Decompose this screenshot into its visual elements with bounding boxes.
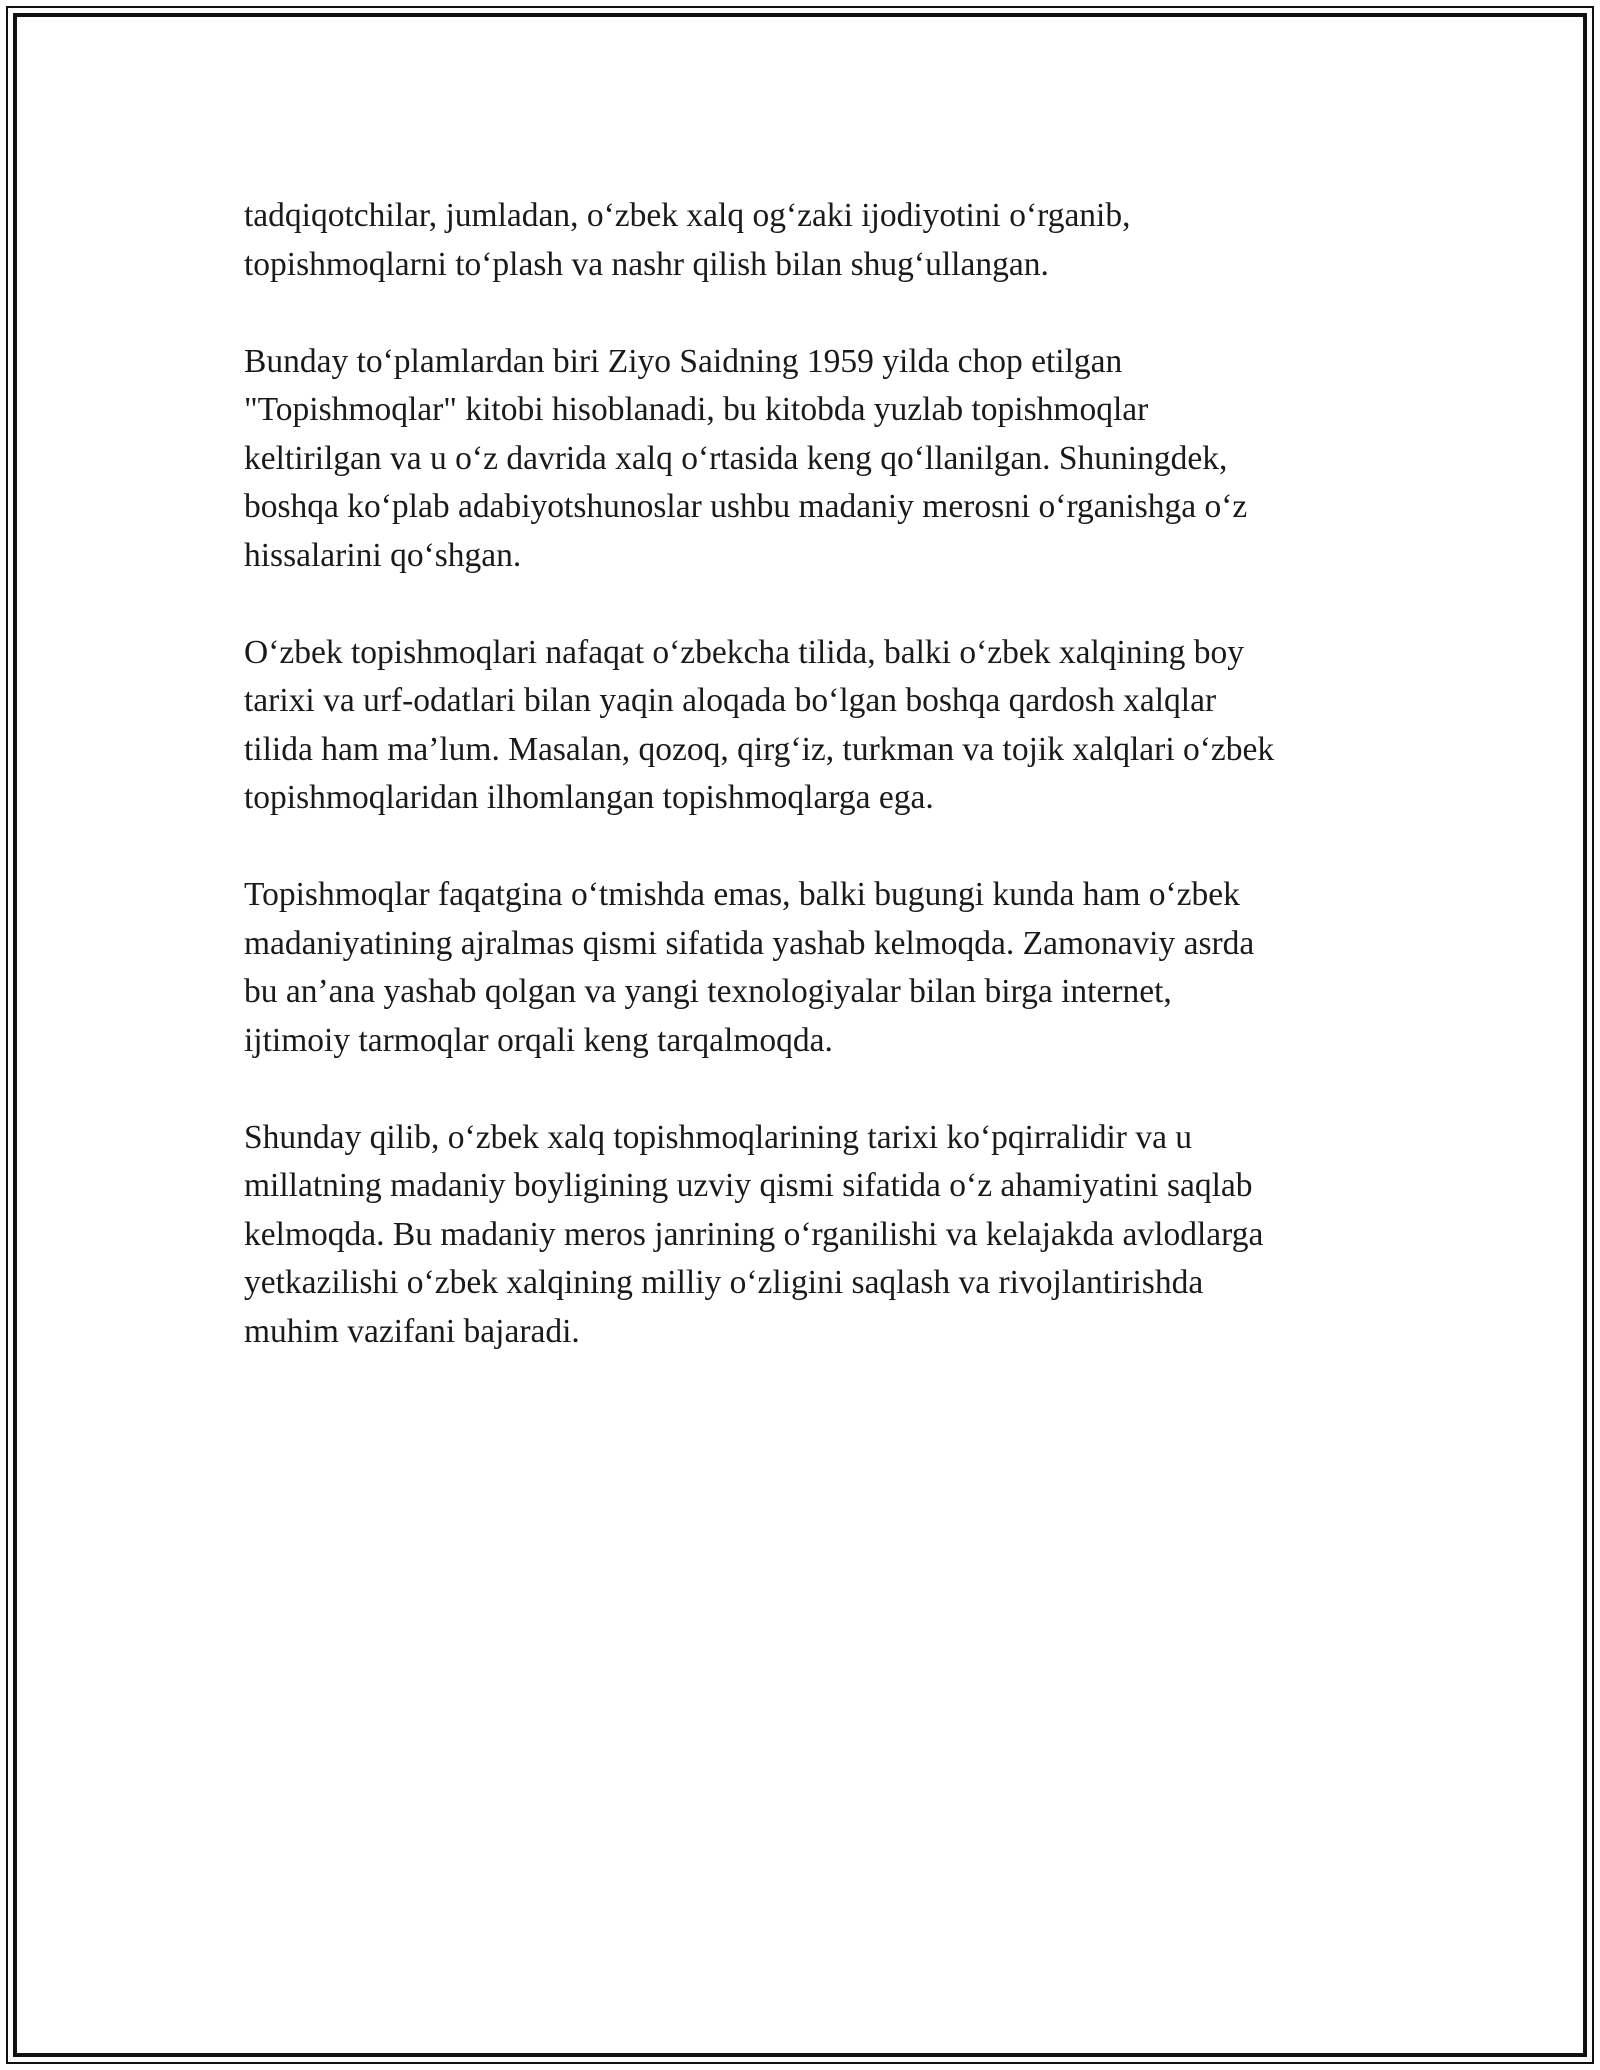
text-line: bu an’ana yashab qolgan va yangi texnologiyalar bilan birga internet, (244, 973, 1172, 1010)
text-line: madaniyatining ajralmas qismi sifatida yashab kelmoqda. Zamonaviy asrda (244, 924, 1255, 962)
text-line: keltirilgan va u o‘z davrida xalq o‘rtasida keng qo‘llanilgan. Shuningdek, (244, 439, 1228, 477)
paragraph-2 (244, 338, 1394, 581)
text-line: topishmoqlaridan ilhomlangan topishmoqlarga ega. (244, 779, 934, 816)
text-line: O‘zbek topishmoqlari nafaqat o‘zbekcha tilida, balki o‘zbek xalqining boy (244, 633, 1245, 671)
text-line: yetkazilishi o‘zbek xalqining milliy o‘zligini saqlash va rivojlantirishda (244, 1264, 1204, 1301)
text-line: kelmoqda. Bu madaniy meros janrining o‘rganilishi va kelajakda avlodlarga (244, 1215, 1264, 1253)
text-line: hissalarini qo‘shgan. (244, 536, 522, 574)
text-line: "Topishmoqlar" kitobi hisoblanadi, bu kitobda yuzlab topishmoqlar (244, 391, 1149, 428)
paragraph-4 (244, 871, 1394, 1065)
text-line: Topishmoqlar faqatgina o‘tmishda emas, balki bugungi kunda ham o‘zbek (244, 876, 1240, 913)
text-line: millatning madaniy boyligining uzviy qismi sifatida o‘z ahamiyatini saqlab (244, 1167, 1253, 1204)
text-line: tadqiqotchilar, jumladan, o‘zbek xalq og‘zaki ijodiyotini o‘rganib, (244, 197, 1131, 234)
paragraph-3 (244, 629, 1394, 823)
text-line: Shunday qilib, o‘zbek xalq topishmoqlarining tarixi ko‘pqirralidir va u (244, 1118, 1193, 1156)
text-line: tilida ham ma’lum. Masalan, qozoq, qirg‘iz, turkman va tojik xalqlari o‘zbek (244, 730, 1275, 768)
text-line: tarixi va urf-odatlari bilan yaqin aloqada bo‘lgan boshqa qardosh xalqlar (244, 682, 1217, 719)
text-line: boshqa ko‘plab adabiyotshunoslar ushbu madaniy merosni o‘rganishga o‘z (244, 488, 1248, 525)
page-frame (6, 6, 1594, 2064)
document-body (244, 192, 1394, 1405)
paragraph-5 (244, 1114, 1394, 1357)
paragraph-1 (244, 192, 1394, 289)
text-line: topishmoqlarni to‘plash va nashr qilish bilan shug‘ullangan. (244, 245, 1049, 283)
text-line: Bunday to‘plamlardan biri Ziyo Saidning 1959 yilda chop etilgan (244, 342, 1123, 380)
text-line: muhim vazifani bajaradi. (244, 1312, 580, 1350)
text-line: ijtimoiy tarmoqlar orqali keng tarqalmoqda. (244, 1021, 833, 1059)
